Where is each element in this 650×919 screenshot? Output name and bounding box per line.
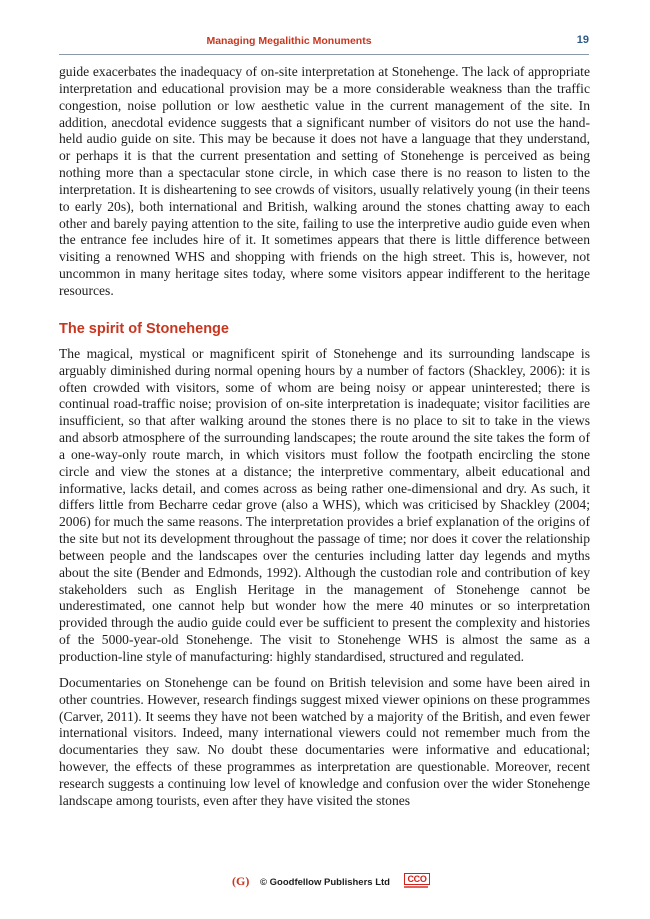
page-footer <box>0 872 650 894</box>
copyright-notice: © Goodfellow Publishers Ltd <box>260 877 390 888</box>
cco-logo-underline <box>404 886 428 888</box>
cco-logo-text: CCO <box>404 873 430 885</box>
section-heading: The spirit of Stonehenge <box>59 320 229 337</box>
paragraph: guide exacerbates the inadequacy of on-site interpretation at Stonehenge. The lack of appropriate interpretation and educational provision may be a more considerable weakness than the traffic congestion, noise pollution or low aesthetic value in the current management of the site. In addition, anecdotal evidence suggests that a significant number of visitors do not use the hand-held audio guide on site. This may be because it does not have a language that they understand, or perhaps it is that the current presentation and setting of Stonehenge is perceived as being nothing more than a spectacular stone circle, in which case there is no reason to listen to the interpretation. It is disheartening to see crowds of visitors, usually relatively young (in their teens to early 20s), both international and British, walking around the stones chatting away to each other and barely paying attention to the site, failing to use the interpretive audio guide even when the entrance fee includes hire of it. It sometimes appears that there is little difference between visiting a renowned WHS and shopping with friends on the high street. This is, however, not uncommon in many heritage sites today, where some visitors appear indifferent to the heritage resources. <box>59 64 590 298</box>
running-header <box>59 32 589 52</box>
header-rule <box>59 54 589 55</box>
running-title: Managing Megalithic Monuments <box>206 35 372 47</box>
page-number: 19 <box>576 34 589 46</box>
goodfellow-logo <box>232 874 249 889</box>
body-text <box>59 64 590 810</box>
paragraph: Documentaries on Stonehenge can be found on British television and some have been aired in other countries. However, research findings suggest mixed viewer opinions on these programmes (Carver, 2011). It seems they have not been watched by a majority of the British, and even fewer international visitors. Indeed, many international viewers could not remember much from the documentaries they saw. No doubt these documentaries were informative and educational; however, the effects of these programmes as interpretation are questionable. Moreover, recent research suggests a continuing low level of knowledge and confusion over the wider Stonehenge landscape among tourists, even after they have visited the stones <box>59 674 590 808</box>
paragraph: The magical, mystical or magnificent spirit of Stonehenge and its surrounding landscape is arguably diminished during normal opening hours by a number of factors (Shackley, 2006): it is often crowded with visitors, some of whom are being noisy or appear uninterested; there is continual road-traffic noise; provision of on-site interpretation is inadequate; visitor facilities are insufficient, so that after walking around the stones there is no place to sit to take in the views and absorb atmosphere of the surrounding landscapes; the route around the site takes the form of a one-way-only route march, in which visitors must follow the footpath encircling the stone circle and view the stones at a distance; the interpretive commentary, albeit educational and informative, lacks detail, and comes across as being rather one-dimensional and dry. As such, it differs little from Becharre cedar grove (also a WHS), which was criticised by Shackley (2004; 2006) for much the same reasons. The interpretation provides a brief explanation of the origins of the site but not its development throughout the passage of time; nor does it cover the relationship between people and the landscapes over the centuries including latter day legends and myths about the site (Bender and Edmonds, 1992). Although the custodian role and contribution of key stakeholders such as English Heritage in the management of Stonehenge cannot be underestimated, one cannot help but wonder how the mere 40 minutes or so interpretation provided through the audio guide could ever be sufficient to present the complexity and histories of the 5000-year-old Stonehenge. The visit to Stonehenge WHS is almost the same as a production-line style of manufacturing: highly standardised, structured and regulated. <box>59 345 590 664</box>
cco-logo <box>404 873 430 888</box>
goodfellow-logo-text: (G) <box>232 874 250 888</box>
